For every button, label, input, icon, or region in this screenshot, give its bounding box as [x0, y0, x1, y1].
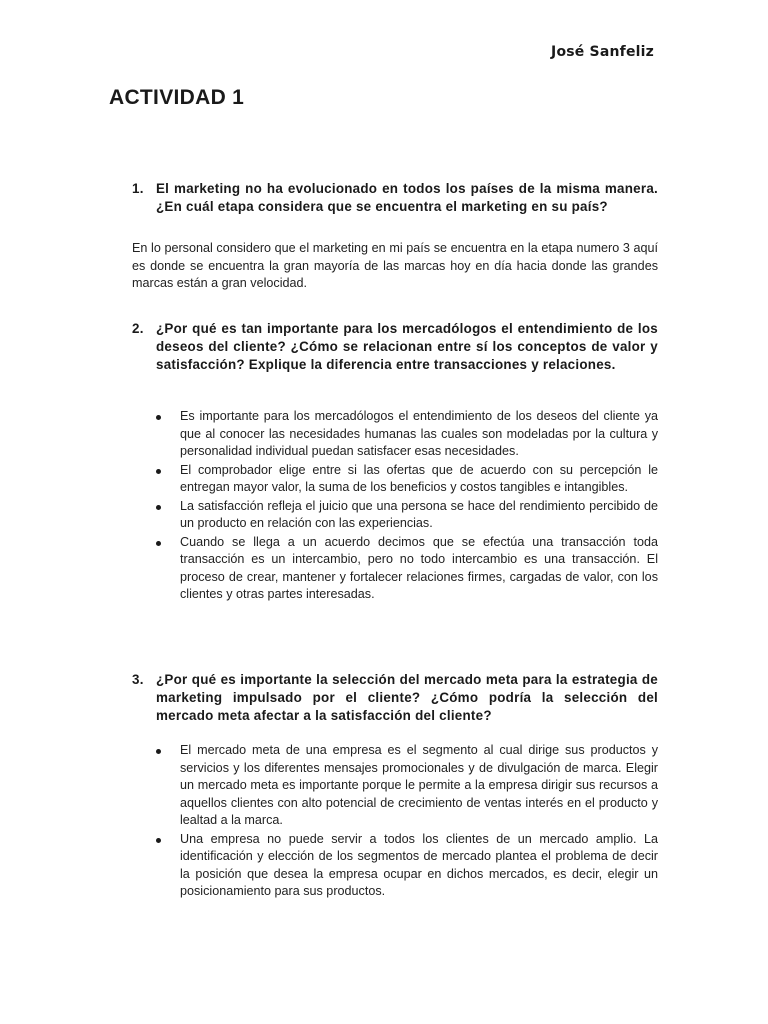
question-text: ¿Por qué es importante la selección del mercado meta para la estrategia de marketing impulsado por el cliente? ¿Cómo podría la selección del mercado meta afectar a la satisfacción del cliente?	[156, 672, 658, 723]
bullet-text: Una empresa no puede servir a todos los clientes de un mercado amplio. La identificación y elección de los segmentos de mercado plantea el problema de decir la posición que desea la empresa ocupar en dichos mercados, es decir, elegir un posicionamiento para sus productos.	[180, 831, 658, 898]
bullet-icon	[156, 469, 161, 474]
bullet-text: El mercado meta de una empresa es el segmento al cual dirige sus productos y servicios y los diferentes mensajes promocionales y de divulgación de marca. Elegir un mercado meta es importante porque le permite a la empresa dirigir sus recursos a aquellos clientes con alto potencial de crecimiento de ventas interés en el producto y lealtad a la marca.	[180, 743, 658, 827]
bullet-text: Es importante para los mercadólogos el entendimiento de los deseos del cliente ya que al conocer las necesidades humanas las cuales son modeladas por la cultura y personalidad individual puedan satisfacer esas necesidades.	[180, 409, 658, 458]
bullet-icon	[156, 505, 161, 510]
question-text: El marketing no ha evolucionado en todos los países de la misma manera. ¿En cuál etapa considera que se encuentra el marketing en su país?	[156, 181, 658, 214]
question-2	[132, 320, 658, 374]
question-number: 2.	[132, 321, 144, 336]
bullet-icon	[156, 415, 161, 420]
bullet-text: El comprobador elige entre si las ofertas que de acuerdo con su percepción le entregan mayor valor, la suma de los beneficios y costos tangibles e intangibles.	[180, 462, 658, 494]
bullet-text: Cuando se llega a un acuerdo decimos que se efectúa una transacción toda transacción es un intercambio, pero no todo intercambio es una transacción. El proceso de crear, mantener y fortalecer relaciones firmes, cargadas de valor, con los clientes y otras partes interesadas.	[180, 534, 658, 601]
document-title: ACTIVIDAD 1	[109, 86, 245, 109]
question-number: 1.	[132, 181, 144, 196]
answer-paragraph: En lo personal considero que el marketing en mi país se encuentra en la etapa numero 3 aquí es donde se encuentra la gran mayoría de las marcas hoy en día hacia donde las grandes marcas están a gran velocidad.	[132, 241, 658, 290]
list-item	[156, 462, 658, 497]
list-item	[156, 534, 658, 604]
question-3	[132, 671, 658, 725]
answer-bullet-list	[156, 408, 658, 605]
bullet-icon	[156, 541, 161, 546]
bullet-icon	[156, 838, 161, 843]
bullet-text: La satisfacción refleja el juicio que una persona se hace del rendimiento percibido de un producto en relación con las experiencias.	[180, 498, 658, 530]
question-text: ¿Por qué es tan importante para los mercadólogos el entendimiento de los deseos del cliente? ¿Cómo se relacionan entre sí los conceptos de valor y satisfacción? Explique la diferencia entre transacciones y relaciones.	[156, 321, 658, 372]
answer-bullet-list	[156, 742, 658, 902]
author-name: José Sanfeliz	[551, 44, 654, 60]
list-item	[156, 742, 658, 830]
list-item	[156, 498, 658, 533]
question-1	[132, 180, 658, 216]
list-item	[156, 408, 658, 461]
bullet-icon	[156, 749, 161, 754]
question-number: 3.	[132, 672, 144, 687]
list-item	[156, 831, 658, 901]
